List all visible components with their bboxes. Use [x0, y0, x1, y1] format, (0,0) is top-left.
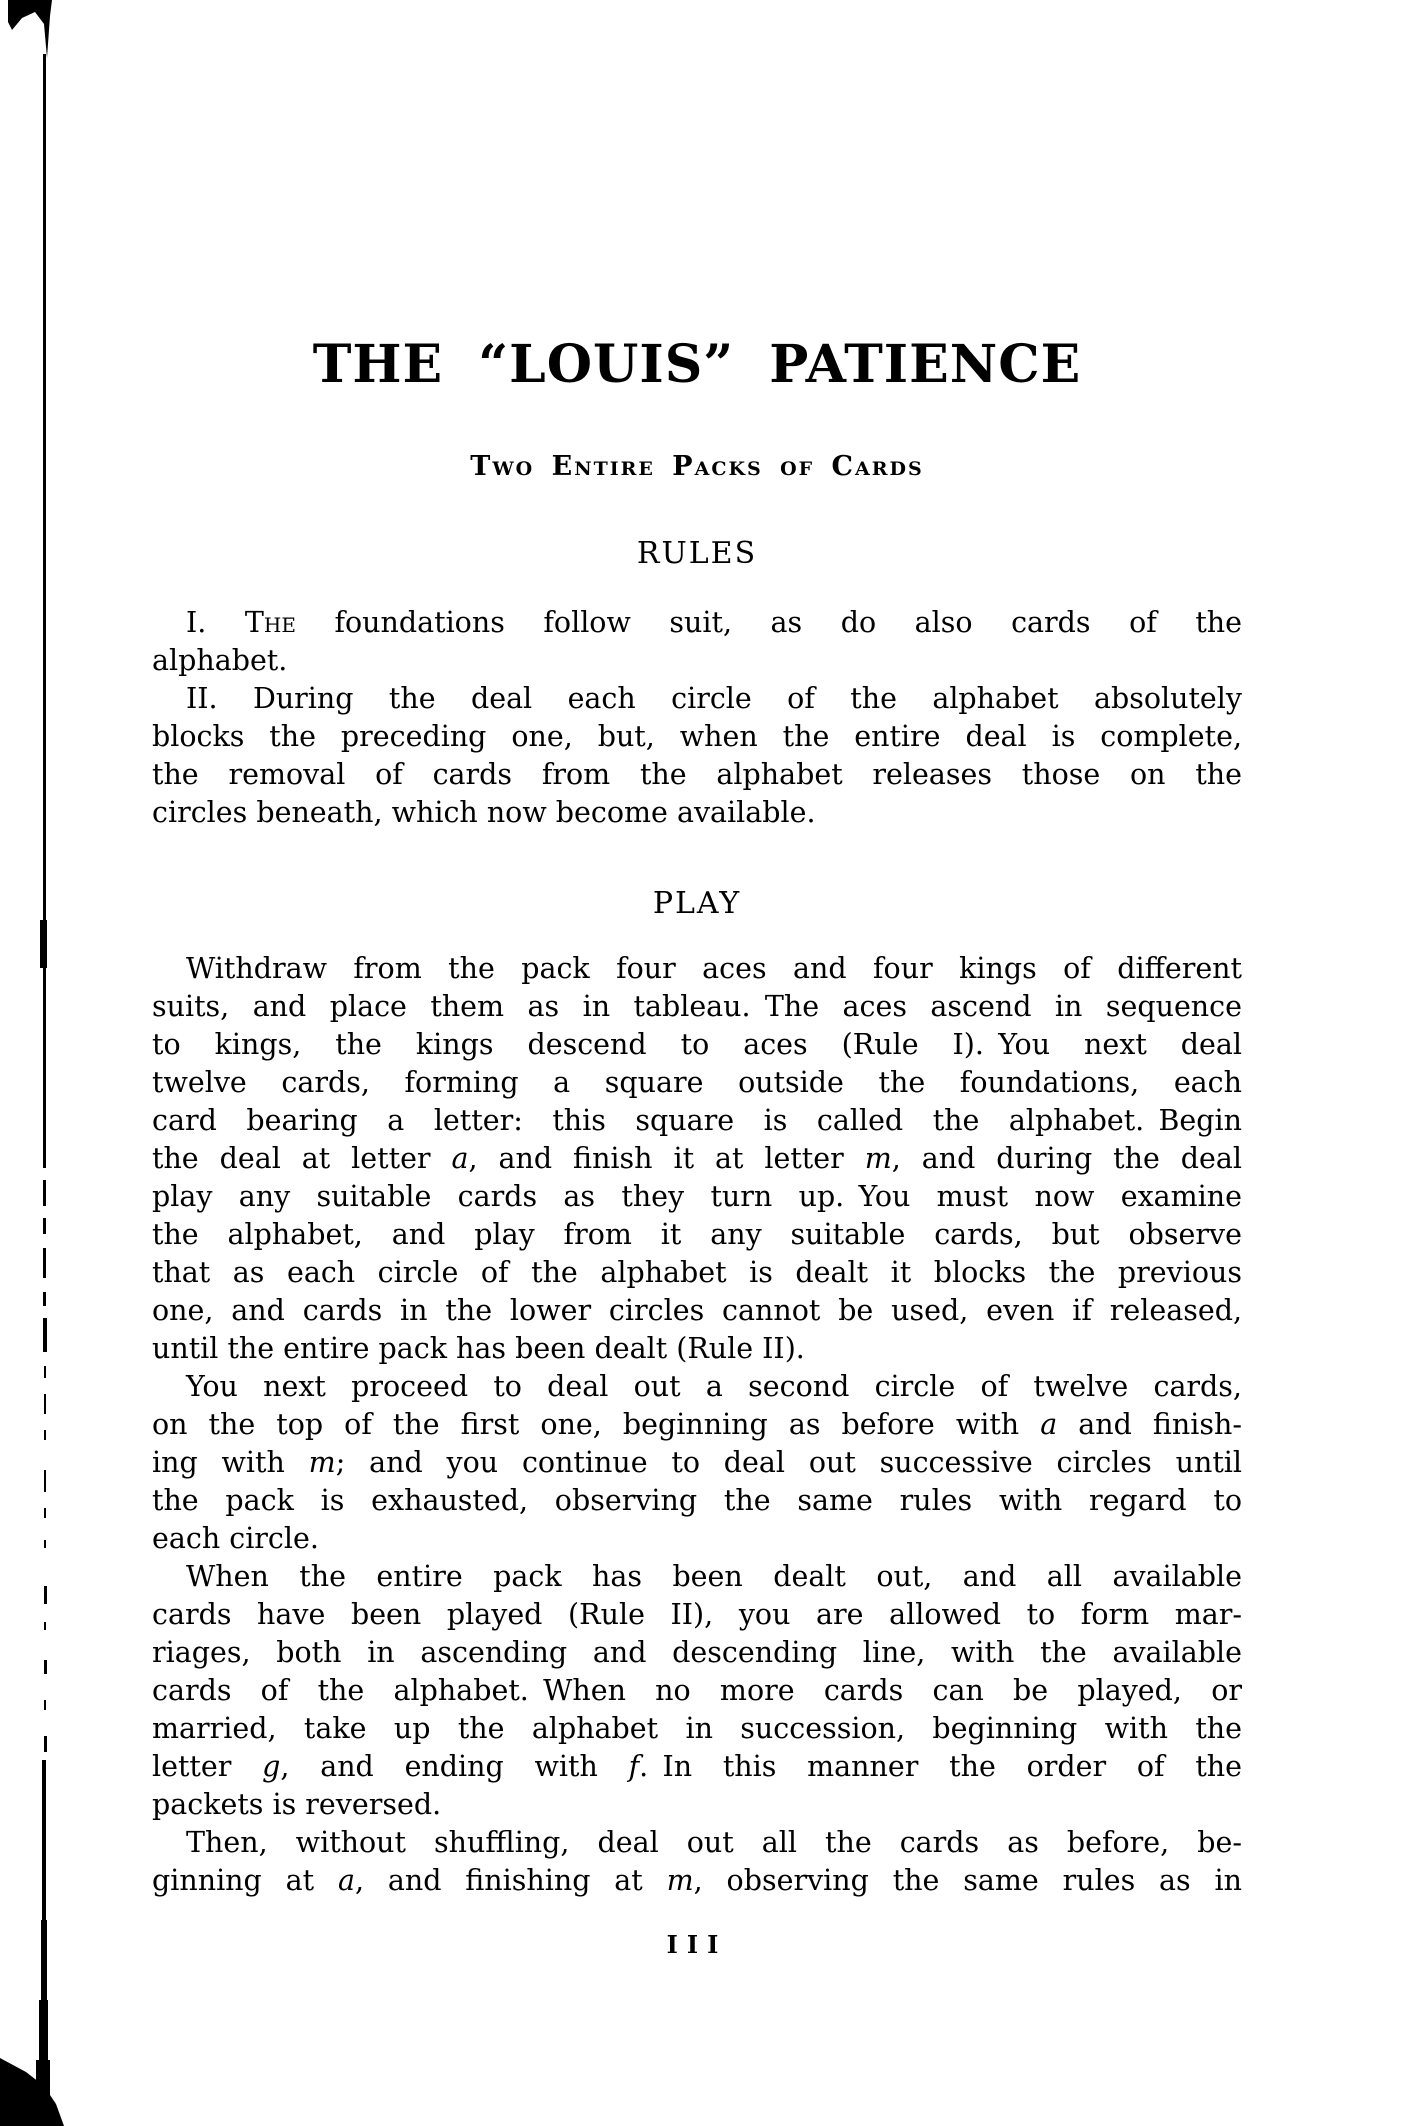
text-line — [152, 1710, 1242, 1748]
italic-letter: a — [1040, 1408, 1058, 1441]
paragraph — [152, 680, 1242, 832]
text-line — [152, 1558, 1242, 1596]
text-segment: on the top of the first one, beginning as before with — [152, 1408, 1041, 1441]
italic-letter: g — [262, 1750, 281, 1783]
text-segment: alphabet. — [152, 644, 288, 677]
text-segment: twelve cards, forming a square outside the foundations, each — [152, 1066, 1242, 1099]
text-line — [152, 1064, 1242, 1102]
text-line — [152, 642, 1242, 680]
text-line — [152, 1444, 1242, 1482]
text-segment: circles beneath, which now become available. — [152, 796, 816, 829]
text-line — [152, 950, 1242, 988]
text-line — [152, 680, 1242, 718]
text-line — [152, 718, 1242, 756]
text-line — [152, 1824, 1242, 1862]
text-line — [152, 794, 1242, 832]
text-segment: the deal at letter — [152, 1142, 452, 1175]
small-caps-text: he — [263, 606, 296, 639]
text-segment: the pack is exhausted, observing the same rules with regard to — [152, 1484, 1242, 1517]
text-segment: II. During the deal each circle of the alphabet absolutely — [186, 682, 1242, 715]
text-segment: and finish- — [1057, 1408, 1242, 1441]
text-segment: Withdraw from the pack four aces and four kings of different — [186, 952, 1242, 985]
text-segment: , and finish it at letter — [468, 1142, 865, 1175]
text-segment: card bearing a letter: this square is called the alphabet. Begin — [152, 1104, 1242, 1137]
text-segment: , observing the same rules as in — [693, 1864, 1242, 1897]
text-segment: cards of the alphabet. When no more cards can be played, or — [152, 1674, 1242, 1707]
text-line — [152, 604, 1242, 642]
text-segment: cards have been played (Rule II), you are allowed to form mar- — [152, 1598, 1242, 1631]
italic-letter: m — [308, 1446, 336, 1479]
text-line — [152, 1178, 1242, 1216]
text-line — [152, 1254, 1242, 1292]
text-line — [152, 1786, 1242, 1824]
text-column — [152, 0, 1242, 1959]
italic-letter: a — [451, 1142, 469, 1175]
scan-blotch-bottom-left-icon — [0, 2058, 64, 2126]
text-segment: I. T — [186, 606, 264, 639]
text-line — [152, 1596, 1242, 1634]
paragraph — [152, 1368, 1242, 1558]
text-line — [152, 1102, 1242, 1140]
text-segment: , and during the deal — [891, 1142, 1243, 1175]
italic-letter: m — [666, 1864, 694, 1897]
italic-letter: a — [337, 1864, 355, 1897]
text-segment: to kings, the kings descend to aces (Rule I). You next deal — [152, 1028, 1242, 1061]
text-segment: When the entire pack has been dealt out, and all available — [186, 1560, 1242, 1593]
paragraph — [152, 604, 1242, 680]
text-segment: You next proceed to deal out a second circle of twelve cards, — [186, 1370, 1242, 1403]
text-segment: Then, without shuffling, deal out all the cards as before, be- — [186, 1826, 1242, 1859]
play-body — [152, 950, 1242, 1900]
text-segment: that as each circle of the alphabet is dealt it blocks the previous — [152, 1256, 1242, 1289]
text-segment: each circle. — [152, 1522, 319, 1555]
text-segment: letter — [152, 1750, 263, 1783]
text-segment: ing with — [152, 1446, 309, 1479]
text-segment: one, and cards in the lower circles cannot be used, even if released, — [152, 1294, 1242, 1327]
text-line — [152, 1026, 1242, 1064]
text-line — [152, 1482, 1242, 1520]
italic-letter: m — [864, 1142, 892, 1175]
binding-line — [36, 54, 50, 2126]
text-line — [152, 1406, 1242, 1444]
text-segment: blocks the preceding one, but, when the entire deal is complete, — [152, 720, 1242, 753]
paragraph — [152, 1558, 1242, 1824]
text-line — [152, 1330, 1242, 1368]
italic-letter: f — [628, 1750, 640, 1783]
page-title: THE “LOUIS” PATIENCE — [312, 334, 1082, 395]
text-segment: foundations follow suit, as do also cards of the — [295, 606, 1242, 639]
text-line — [152, 988, 1242, 1026]
text-segment: suits, and place them as in tableau. The aces ascend in sequence — [152, 990, 1242, 1023]
text-line — [152, 1216, 1242, 1254]
text-segment: the alphabet, and play from it any suitable cards, but observe — [152, 1218, 1242, 1251]
text-segment: . In this manner the order of the — [639, 1750, 1242, 1783]
text-line — [152, 1140, 1242, 1178]
text-segment: , and finishing at — [354, 1864, 667, 1897]
text-segment: married, take up the alphabet in succession, beginning with the — [152, 1712, 1242, 1745]
rules-body — [152, 604, 1242, 832]
text-segment: packets is reversed. — [152, 1788, 442, 1821]
text-line — [152, 1292, 1242, 1330]
page-subtitle: Two Entire Packs of Cards — [470, 451, 924, 482]
scan-blotch-top-left-icon — [8, 0, 52, 58]
text-segment: ginning at — [152, 1864, 338, 1897]
text-segment: ; and you continue to deal out successive circles until — [335, 1446, 1243, 1479]
text-line — [152, 1672, 1242, 1710]
rules-heading: RULES — [636, 536, 758, 571]
text-segment: riages, both in ascending and descending line, with the available — [152, 1636, 1242, 1669]
text-segment: , and ending with — [280, 1750, 629, 1783]
play-heading: PLAY — [652, 886, 742, 921]
text-line — [152, 1520, 1242, 1558]
text-segment: until the entire pack has been dealt (Rule II). — [152, 1332, 805, 1365]
text-line — [152, 756, 1242, 794]
text-line — [152, 1862, 1242, 1900]
page-number: III — [666, 1930, 728, 1959]
paragraph — [152, 1824, 1242, 1900]
text-line — [152, 1748, 1242, 1786]
text-segment: the removal of cards from the alphabet releases those on the — [152, 758, 1242, 791]
paragraph — [152, 950, 1242, 1368]
text-line — [152, 1634, 1242, 1672]
text-segment: play any suitable cards as they turn up. You must now examine — [152, 1180, 1242, 1213]
text-line — [152, 1368, 1242, 1406]
